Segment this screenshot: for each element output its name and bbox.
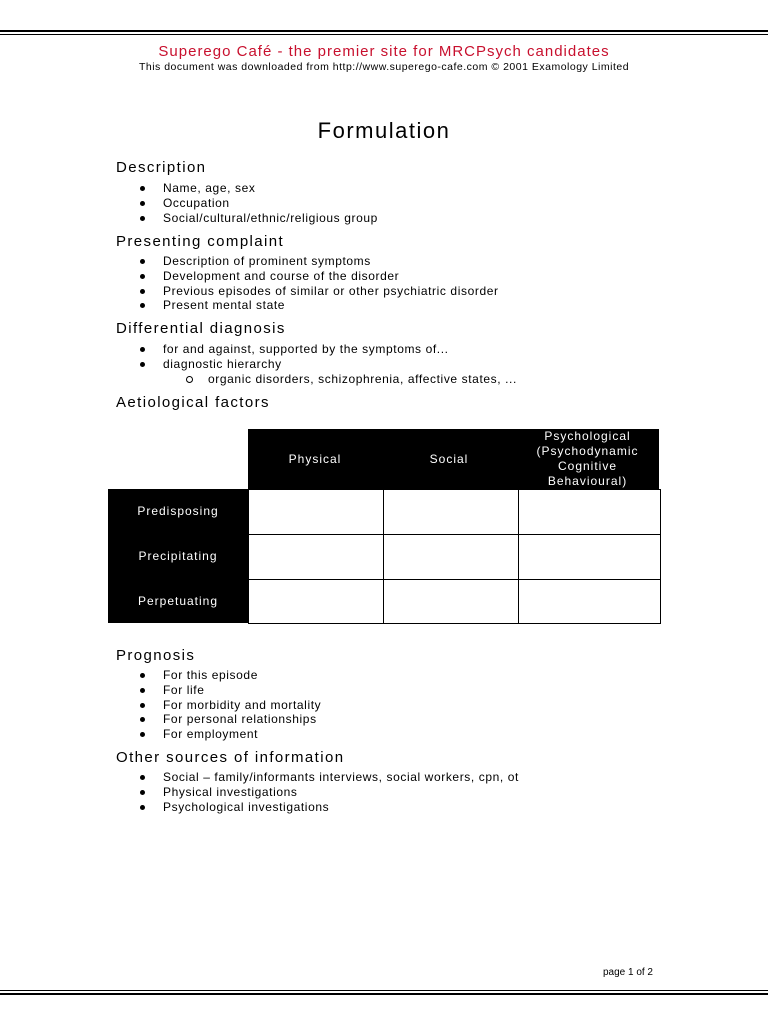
list-item (116, 196, 378, 211)
table-cell (248, 534, 384, 580)
aetiology-table-header (248, 429, 659, 489)
bullet-icon (140, 216, 145, 221)
section-heading-presenting-complaint: Presenting complaint (116, 233, 285, 250)
list-item (116, 698, 321, 713)
footer-rule-thin (0, 990, 768, 991)
bullet-icon (140, 274, 145, 279)
section-heading-prognosis: Prognosis (116, 647, 196, 664)
table-cell (383, 579, 519, 624)
table-cell (248, 489, 384, 535)
list-item-text: Description of prominent symptoms (163, 254, 371, 268)
column-header-physical: Physical (288, 451, 342, 466)
table-cell (518, 489, 661, 535)
page-title: Formulation (317, 118, 451, 143)
list-item-text: For morbidity and mortality (163, 697, 322, 712)
bullet-icon (140, 186, 145, 191)
bullet-icon (140, 289, 145, 294)
bullet-icon (140, 732, 145, 737)
other-sources-list (116, 770, 519, 814)
header-rule-thick (0, 30, 768, 32)
column-header-psychological (516, 429, 659, 489)
site-subtitle: This document was downloaded from http://www.superego-cafe.com © 2001 Examology Limited (138, 61, 630, 73)
site-title: Superego Café - the premier site for MRCPsych candidates (158, 43, 610, 60)
list-item-text: Physical investigations (163, 784, 298, 799)
list-item-text: for and against, supported by the symptoms of... (163, 342, 449, 356)
table-cell (518, 534, 661, 580)
list-item-text: Present mental state (163, 298, 286, 313)
column-header-psychological-line: Behavioural) (547, 473, 628, 488)
list-item-text: Name, age, sex (163, 181, 256, 195)
section-heading-description: Description (116, 159, 207, 176)
list-item-text: diagnostic hierarchy (163, 356, 282, 371)
page-number: page 1 of 2 (602, 967, 653, 978)
row-header-precipitating: Precipitating (138, 549, 218, 563)
column-header-social: Social (429, 451, 469, 466)
list-item-text: For personal relationships (163, 712, 317, 727)
bullet-icon (140, 362, 145, 367)
sub-list-item-text: organic disorders, schizophrenia, affective states, ... (208, 371, 517, 386)
list-item-text: For life (163, 682, 205, 697)
list-item-text: Occupation (163, 195, 230, 210)
hollow-bullet-icon (186, 376, 193, 383)
list-item (116, 181, 378, 196)
table-cell (518, 579, 661, 624)
prognosis-list (116, 668, 321, 742)
row-header-predisposing: Predisposing (137, 504, 219, 518)
section-heading-aetiological-factors: Aetiological factors (116, 394, 270, 411)
list-item-text: Social – family/informants interviews, social workers, cpn, ot (163, 770, 519, 784)
column-header-psychological-line: Psychological (544, 429, 631, 444)
table-cell (383, 489, 519, 535)
list-item (116, 211, 378, 226)
bullet-icon (140, 201, 145, 206)
list-item-text: Psychological investigations (163, 799, 330, 814)
bullet-icon (140, 703, 145, 708)
list-item (116, 342, 517, 357)
list-item (116, 357, 517, 372)
bullet-icon (140, 259, 145, 264)
list-item (116, 298, 499, 313)
header-rule-thin (0, 34, 768, 35)
list-item (116, 683, 321, 698)
list-item-text: Social/cultural/ethnic/religious group (163, 210, 378, 225)
aetiology-row-headers (108, 489, 248, 623)
bullet-icon (140, 303, 145, 308)
bullet-icon (140, 775, 145, 780)
table-cell (248, 579, 384, 624)
list-item-text: For this episode (163, 668, 258, 682)
list-item (116, 712, 321, 727)
list-item-text: For employment (163, 727, 259, 742)
list-item (116, 785, 519, 800)
table-cell (383, 534, 519, 580)
list-item (116, 800, 519, 815)
list-item (116, 284, 499, 299)
description-list (116, 181, 378, 225)
row-header-perpetuating: Perpetuating (137, 594, 219, 608)
bullet-icon (140, 805, 145, 810)
bullet-icon (140, 673, 145, 678)
bullet-icon (140, 790, 145, 795)
list-item (116, 770, 519, 785)
list-item-text: Previous episodes of similar or other psychiatric disorder (163, 283, 499, 298)
bullet-icon (140, 688, 145, 693)
list-item-text: Development and course of the disorder (163, 268, 400, 283)
list-item (116, 668, 321, 683)
column-header-psychological-line: (Psychodynamic (536, 444, 639, 459)
list-item (116, 269, 499, 284)
sub-list-item (116, 372, 517, 387)
bullet-icon (140, 717, 145, 722)
column-header-psychological-line: Cognitive (557, 459, 618, 473)
bullet-icon (140, 347, 145, 352)
section-heading-other-sources: Other sources of information (116, 749, 345, 766)
list-item (116, 727, 321, 742)
differential-diagnosis-list (116, 342, 517, 386)
section-heading-differential-diagnosis: Differential diagnosis (116, 320, 286, 337)
list-item (116, 254, 499, 269)
presenting-complaint-list (116, 254, 499, 313)
footer-rule-thick (0, 993, 768, 995)
